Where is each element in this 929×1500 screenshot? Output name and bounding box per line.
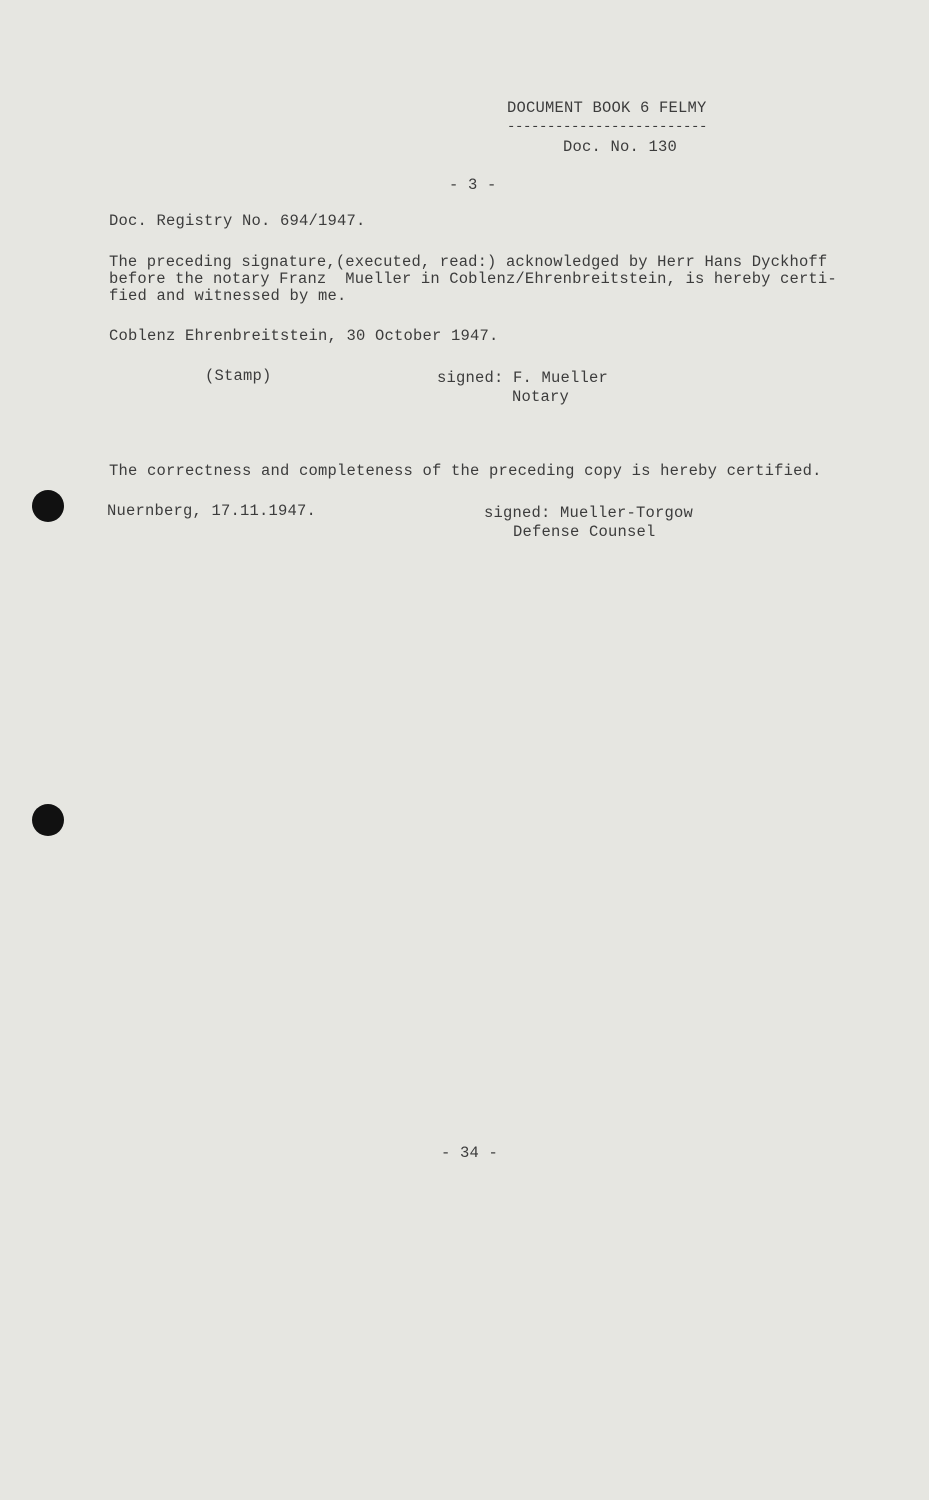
place-and-date: Coblenz Ehrenbreitstein, 30 October 1947.	[109, 327, 499, 345]
punch-hole-top	[32, 490, 64, 522]
counsel-signed-line: signed: Mueller-Torgow	[484, 504, 694, 522]
nuernberg-date: Nuernberg, 17.11.1947.	[107, 502, 317, 520]
punch-hole-bottom	[32, 804, 64, 836]
document-number: Doc. No. 130	[563, 138, 678, 156]
notary-title: Notary	[512, 388, 570, 406]
notary-signed-line: signed: F. Mueller	[437, 369, 609, 387]
heading-underline: -------------------------	[507, 119, 708, 135]
certification-statement: The correctness and completeness of the preceding copy is hereby certified.	[109, 462, 822, 480]
document-book-heading: DOCUMENT BOOK 6 FELMY	[507, 99, 707, 117]
registry-number: Doc. Registry No. 694/1947.	[109, 212, 366, 230]
body-line-3: fied and witnessed by me.	[109, 287, 347, 305]
page-marker-bottom: - 34 -	[441, 1144, 499, 1162]
body-line-1: The preceding signature,(executed, read:) acknowledged by Herr Hans Dyckhoff	[109, 253, 828, 271]
stamp-note: (Stamp)	[205, 367, 272, 385]
body-line-2: before the notary Franz Mueller in Coblenz/Ehrenbreitstein, is hereby certi-	[109, 270, 837, 288]
page-marker-top: - 3 -	[449, 176, 497, 194]
counsel-title: Defense Counsel	[513, 523, 656, 541]
